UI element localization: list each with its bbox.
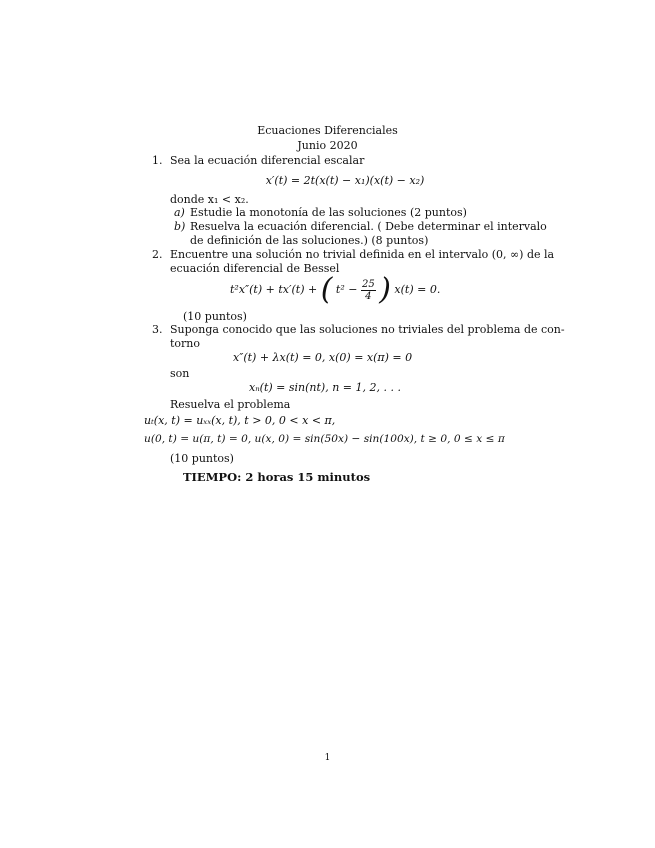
page-number: 1 <box>324 753 331 763</box>
problem-3-intro-line1: Suponga conocido que las soluciones no triviales del problema de con- <box>170 323 565 336</box>
problem-3-points: (10 puntos) <box>170 452 234 465</box>
problem-1a-text: Estudie la monotonía de las soluciones (2 puntos) <box>190 206 467 219</box>
problem-3-number: 3. <box>152 323 163 336</box>
problem-2-number: 2. <box>152 248 163 261</box>
bessel-right: x(t) = 0. <box>394 283 441 296</box>
problem-1-number: 1. <box>152 154 163 167</box>
problem-2-points: (10 puntos) <box>183 310 247 323</box>
problem-3-equation-2: xₙ(t) = sin(nt), n = 1, 2, . . . <box>249 381 401 394</box>
problem-1b-text-line2: de definición de las soluciones.) (8 puntos) <box>190 234 429 247</box>
bessel-t2: t² − <box>335 283 358 296</box>
problem-3-pde-line2: u(0, t) = u(π, t) = 0, u(x, 0) = sin(50x) − sin(100x), t ≥ 0, 0 ≤ x ≤ π <box>144 433 505 445</box>
problem-1-intro: Sea la ecuación diferencial escalar <box>170 154 365 167</box>
problem-3-resuelva: Resuelva el problema <box>170 398 291 411</box>
problem-2-equation <box>230 274 440 306</box>
problem-3-intro-line2: torno <box>170 337 201 350</box>
exam-duration: TIEMPO: 2 horas 15 minutos <box>183 470 371 484</box>
problem-2-intro-line2: ecuación diferencial de Bessel <box>170 262 340 275</box>
problem-1a-label: a) <box>174 206 185 219</box>
problem-1-condition: donde x₁ < x₂. <box>170 193 249 206</box>
fraction-denominator: 4 <box>365 290 372 302</box>
problem-3-pde-line1: uₜ(x, t) = uₓₓ(x, t), t > 0, 0 < x < π, <box>144 414 336 427</box>
problem-2-intro-line1: Encuentre una solución no trivial definida en el intervalo (0, ∞) de la <box>170 248 555 261</box>
bessel-left: t²x″(t) + tx′(t) + <box>230 283 318 296</box>
problem-1b-label: b) <box>174 220 186 233</box>
left-paren: ( <box>320 272 333 307</box>
problem-1-equation: x′(t) = 2t(x(t) − x₁)(x(t) − x₂) <box>265 174 425 187</box>
fraction-25-4 <box>361 279 376 302</box>
problem-3-son: son <box>170 367 190 380</box>
document-title: Ecuaciones Diferenciales <box>257 124 398 137</box>
document-date: Junio 2020 <box>297 139 358 152</box>
fraction-numerator: 25 <box>361 278 375 290</box>
problem-3-equation-1: x″(t) + λx(t) = 0, x(0) = x(π) = 0 <box>233 351 413 364</box>
problem-1b-text-line1: Resuelva la ecuación diferencial. ( Debe determinar el intervalo <box>190 220 547 233</box>
right-paren: ) <box>379 272 391 307</box>
